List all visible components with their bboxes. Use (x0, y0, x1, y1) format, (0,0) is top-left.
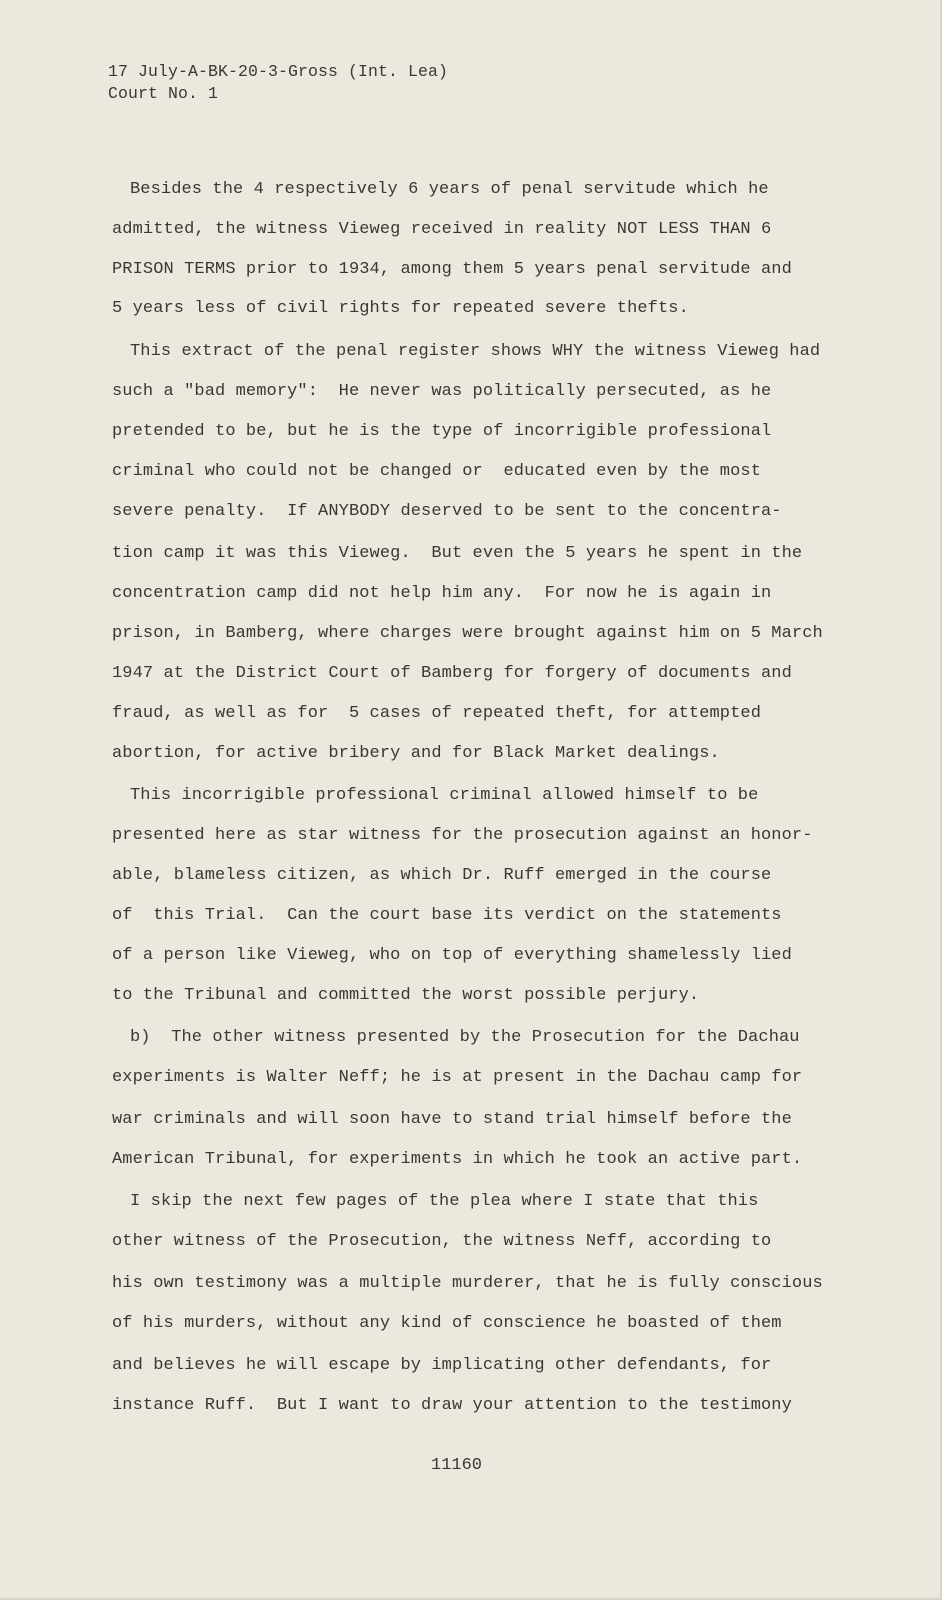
text-line: such a "bad memory": He never was politically persecuted, as he (112, 382, 772, 401)
text-line: This extract of the penal register shows WHY the witness Vieweg had (130, 342, 821, 361)
header-court: Court No. 1 (108, 84, 219, 103)
text-line: concentration camp did not help him any. For now he is again in (112, 584, 772, 603)
text-line: pretended to be, but he is the type of incorrigible professional (112, 422, 772, 441)
text-line: and believes he will escape by implicating other defendants, for (112, 1356, 772, 1375)
text-line: Besides the 4 respectively 6 years of penal servitude which he (130, 180, 769, 199)
text-line: experiments is Walter Neff; he is at present in the Dachau camp for (112, 1068, 803, 1087)
text-line: war criminals and will soon have to stand trial himself before the (112, 1110, 792, 1129)
header-reference: 17 July-A-BK-20-3-Gross (Int. Lea) (108, 62, 449, 81)
text-line: presented here as star witness for the prosecution against an honor- (112, 826, 813, 845)
text-line: of his murders, without any kind of conscience he boasted of them (112, 1314, 782, 1333)
text-line: severe penalty. If ANYBODY deserved to be sent to the concentra- (112, 502, 782, 521)
page-number: 11160 (431, 1456, 483, 1475)
text-line: b) The other witness presented by the Prosecution for the Dachau (130, 1028, 800, 1047)
text-line: abortion, for active bribery and for Black Market dealings. (112, 744, 720, 763)
text-line: of this Trial. Can the court base its verdict on the statements (112, 906, 782, 925)
text-line: his own testimony was a multiple murderer, that he is fully conscious (112, 1274, 823, 1293)
text-line: prison, in Bamberg, where charges were brought against him on 5 March (112, 624, 823, 643)
text-line: able, blameless citizen, as which Dr. Ruff emerged in the course (112, 866, 772, 885)
text-line: tion camp it was this Vieweg. But even the 5 years he spent in the (112, 544, 803, 563)
text-line: other witness of the Prosecution, the witness Neff, according to (112, 1232, 772, 1251)
text-line: This incorrigible professional criminal allowed himself to be (130, 786, 759, 805)
text-line: PRISON TERMS prior to 1934, among them 5 years penal servitude and (112, 260, 792, 279)
text-line: I skip the next few pages of the plea where I state that this (130, 1192, 759, 1211)
text-line: to the Tribunal and committed the worst possible perjury. (112, 986, 700, 1005)
text-line: American Tribunal, for experiments in which he took an active part. (112, 1150, 803, 1169)
text-line: of a person like Vieweg, who on top of everything shamelessly lied (112, 946, 792, 965)
text-line: fraud, as well as for 5 cases of repeated theft, for attempted (112, 704, 762, 723)
text-line: admitted, the witness Vieweg received in reality NOT LESS THAN 6 (112, 220, 772, 239)
text-line: criminal who could not be changed or educated even by the most (112, 462, 762, 481)
text-line: instance Ruff. But I want to draw your attention to the testimony (112, 1396, 792, 1415)
text-line: 1947 at the District Court of Bamberg for forgery of documents and (112, 664, 792, 683)
text-line: 5 years less of civil rights for repeated severe thefts. (112, 299, 689, 318)
